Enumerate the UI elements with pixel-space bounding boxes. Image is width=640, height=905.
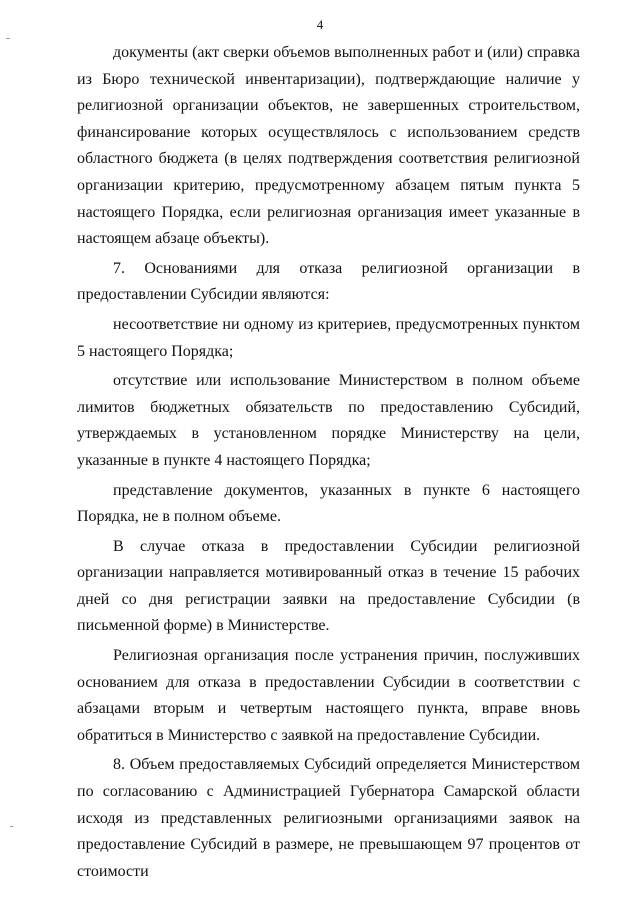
document-body <box>77 40 580 885</box>
page-number: 4 <box>316 17 324 32</box>
paragraph-refusal-reason-3: представление документов, указанных в пункте 6 настоящего Порядка, не в полном объеме. <box>77 481 580 526</box>
paragraph-clause-8: 8. Объем предоставляемых Субсидий определяется Министерством по согласованию с Администрацией Губернатора Самарской области исходя из представленных религиозными организациями заявок на предоставление Субсидий в размере, не превышающем 97 процентов от стоимости <box>77 756 580 880</box>
paragraph-clause-7: 7. Основаниями для отказа религиозной организации в предоставлении Субсидии являются: <box>77 259 580 304</box>
paragraph-refusal-reason-1: несоответствие ни одному из критериев, предусмотренных пунктом 5 настоящего Порядка; <box>77 315 580 360</box>
paragraph-documents-list-item: документы (акт сверки объемов выполненных работ и (или) справка из Бюро технической инвентаризации), подтверждающие наличие у религиозной организации объектов, не завершенных строительством, финансирование которых осуществлялось с использованием средств областного бюджета (в целях подтверждения соответствия религиозной организации критерию, предусмотренному абзацем пятым пункта 5 настоящего Порядка, если религиозная организация имеет указанные в настоящем абзаце объекты). <box>77 44 580 248</box>
paragraph-reapplication: Религиозная организация после устранения причин, послуживших основанием для отказа в предоставлении Субсидии в соответствии с абзацами вторым и четвертым настоящего пункта, вправе вновь обратиться в Министерство с заявкой на предоставление Субсидии. <box>77 647 580 744</box>
paragraph-refusal-notice: В случае отказа в предоставлении Субсидии религиозной организации направляется мотивированный отказ в течение 15 рабочих дней со дня регистрации заявки на предоставление Субсидии (в письменной форме) в Министерстве. <box>77 537 580 635</box>
paragraph-refusal-reason-2: отсутствие или использование Министерством в полном объеме лимитов бюджетных обязательств по предоставлению Субсидий, утверждаемых в установленном порядке Министерству на цели, указанные в пункте 4 настоящего Порядка; <box>77 372 580 469</box>
